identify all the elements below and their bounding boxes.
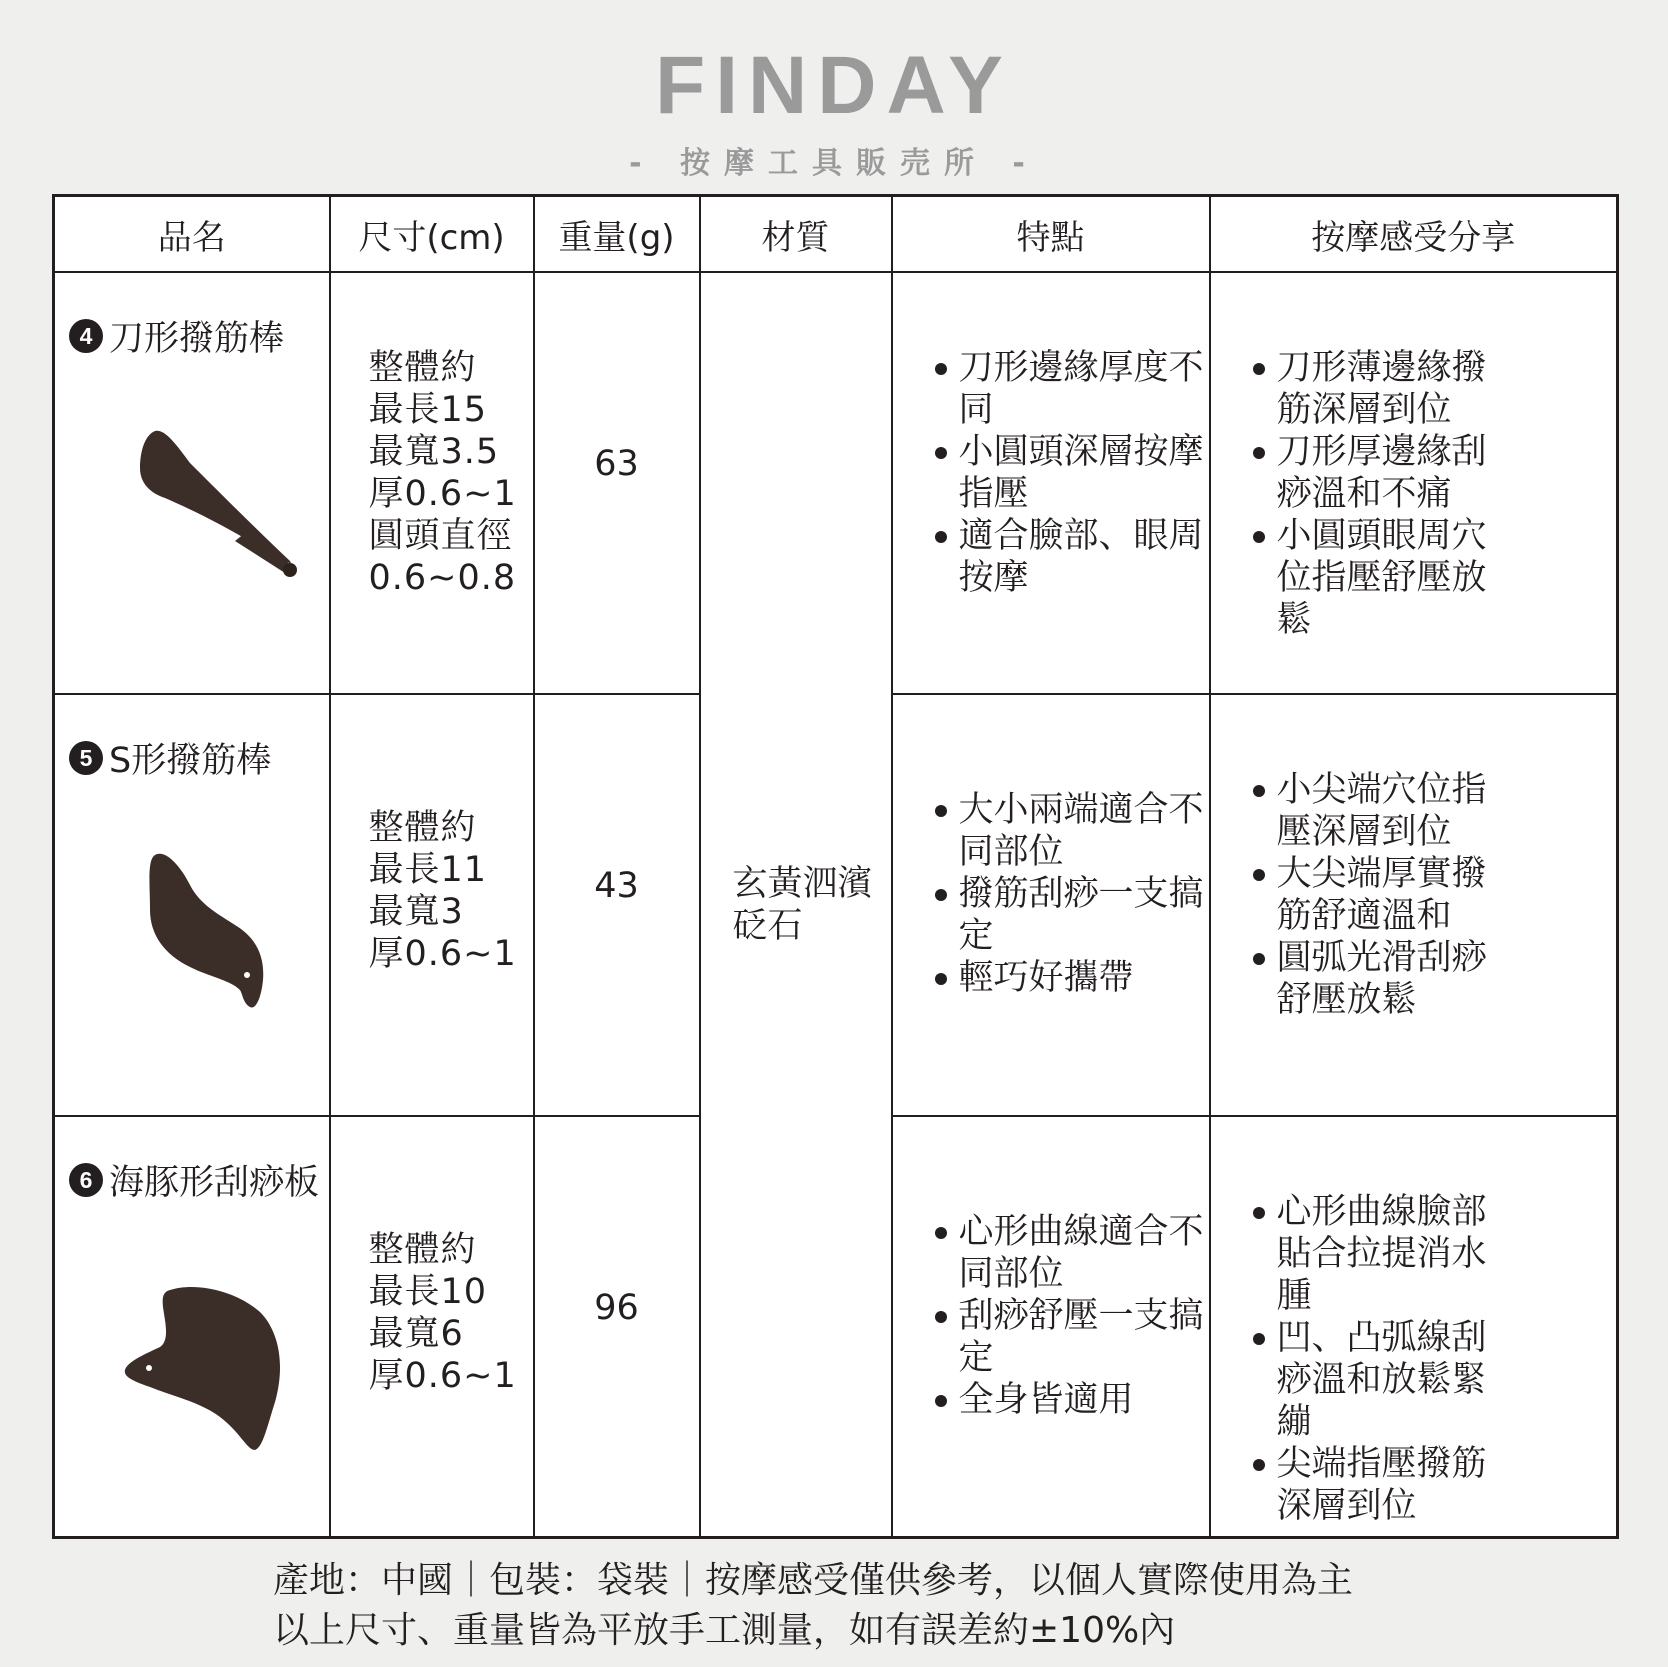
item-number-badge: 5	[69, 741, 103, 775]
header-name: 品名	[54, 196, 330, 273]
header-size: 尺寸(cm)	[330, 196, 534, 273]
list-item: 小尖端穴位指壓深層到位	[1251, 769, 1521, 853]
dolphin-board-image	[115, 1282, 295, 1457]
experience-list	[1251, 347, 1521, 641]
brand-subtitle: - 按摩工具販売所 -	[629, 146, 1039, 181]
product-name-cell	[54, 1116, 330, 1538]
list-item: 凹、凸弧線刮痧溫和放鬆緊繃	[1251, 1317, 1521, 1443]
experience-list	[1251, 769, 1521, 1021]
list-item: 全身皆適用	[933, 1379, 1209, 1421]
product-name: 刀形撥筋棒	[109, 319, 285, 359]
material-text: 玄黃泗濱 砭石	[732, 863, 873, 946]
list-item: 刀形薄邊緣撥筋深層到位	[1251, 347, 1521, 431]
list-item: 刮痧舒壓一支搞定	[933, 1295, 1209, 1379]
list-item: 尖端指壓撥筋深層到位	[1251, 1443, 1521, 1527]
weight-cell	[534, 1116, 700, 1538]
size-cell	[330, 694, 534, 1116]
material-cell	[700, 272, 892, 1538]
weight-value: 63	[594, 444, 639, 484]
footer-notes	[273, 1556, 1353, 1656]
list-item: 輕巧好攜帶	[933, 957, 1209, 999]
knife-stick-image	[95, 413, 325, 633]
header-experience: 按摩感受分享	[1210, 196, 1618, 273]
product-name: S形撥筋棒	[109, 740, 272, 781]
s-stick-image	[125, 845, 295, 1025]
header-weight: 重量(g)	[534, 196, 700, 273]
experience-cell	[1210, 694, 1618, 1116]
product-name: 海豚形刮痧板	[109, 1162, 320, 1203]
list-item: 刀形邊緣厚度不同	[933, 347, 1209, 431]
weight-cell	[534, 694, 700, 1116]
list-item: 大尖端厚實撥筋舒適溫和	[1251, 853, 1521, 937]
list-item: 刀形厚邊緣刮痧溫和不痛	[1251, 431, 1521, 515]
brand-logo: FINDAY	[655, 40, 1013, 131]
features-list	[933, 789, 1209, 999]
weight-cell	[534, 272, 700, 694]
footer-line-origin: 產地：中國｜包裝：袋裝｜按摩感受僅供參考，以個人實際使用為主	[273, 1560, 1354, 1601]
table-row	[54, 272, 1618, 694]
weight-value: 43	[594, 865, 639, 906]
list-item: 圓弧光滑刮痧舒壓放鬆	[1251, 937, 1521, 1021]
table-header-row	[54, 196, 1618, 273]
experience-cell	[1210, 1116, 1618, 1538]
list-item: 大小兩端適合不同部位	[933, 789, 1209, 873]
size-cell	[330, 272, 534, 694]
size-text: 整體約 最長11 最寬3 厚0.6~1	[368, 807, 517, 974]
item-number-badge: 4	[69, 319, 103, 353]
features-cell	[892, 694, 1210, 1116]
brand-header	[0, 40, 1668, 182]
product-spec-table	[52, 194, 1619, 1539]
list-item: 小圓頭眼周穴位指壓舒壓放鬆	[1251, 515, 1521, 641]
experience-cell	[1210, 272, 1618, 694]
product-name-cell	[54, 272, 330, 694]
item-number-badge: 6	[69, 1163, 103, 1197]
features-list	[933, 1211, 1209, 1421]
product-name-cell	[54, 694, 330, 1116]
footer-line-disclaimer: 以上尺寸、重量皆為平放手工測量，如有誤差約±10%內	[273, 1610, 1176, 1651]
features-cell	[892, 272, 1210, 694]
header-material: 材質	[700, 196, 892, 273]
list-item: 心形曲線臉部貼合拉提消水腫	[1251, 1191, 1521, 1317]
weight-value: 96	[594, 1287, 639, 1328]
list-item: 撥筋刮痧一支搞定	[933, 873, 1209, 957]
experience-list	[1251, 1191, 1521, 1527]
list-item: 心形曲線適合不同部位	[933, 1211, 1209, 1295]
list-item: 小圓頭深層按摩指壓	[933, 431, 1209, 515]
features-list	[933, 347, 1209, 599]
features-cell	[892, 1116, 1210, 1538]
size-text: 整體約 最長10 最寬6 厚0.6~1	[368, 1229, 517, 1396]
header-features: 特點	[892, 196, 1210, 273]
list-item: 適合臉部、眼周按摩	[933, 515, 1209, 599]
size-text: 整體約 最長15 最寬3.5 厚0.6~1 圓頭直徑 0.6~0.8	[368, 348, 517, 598]
size-cell	[330, 1116, 534, 1538]
